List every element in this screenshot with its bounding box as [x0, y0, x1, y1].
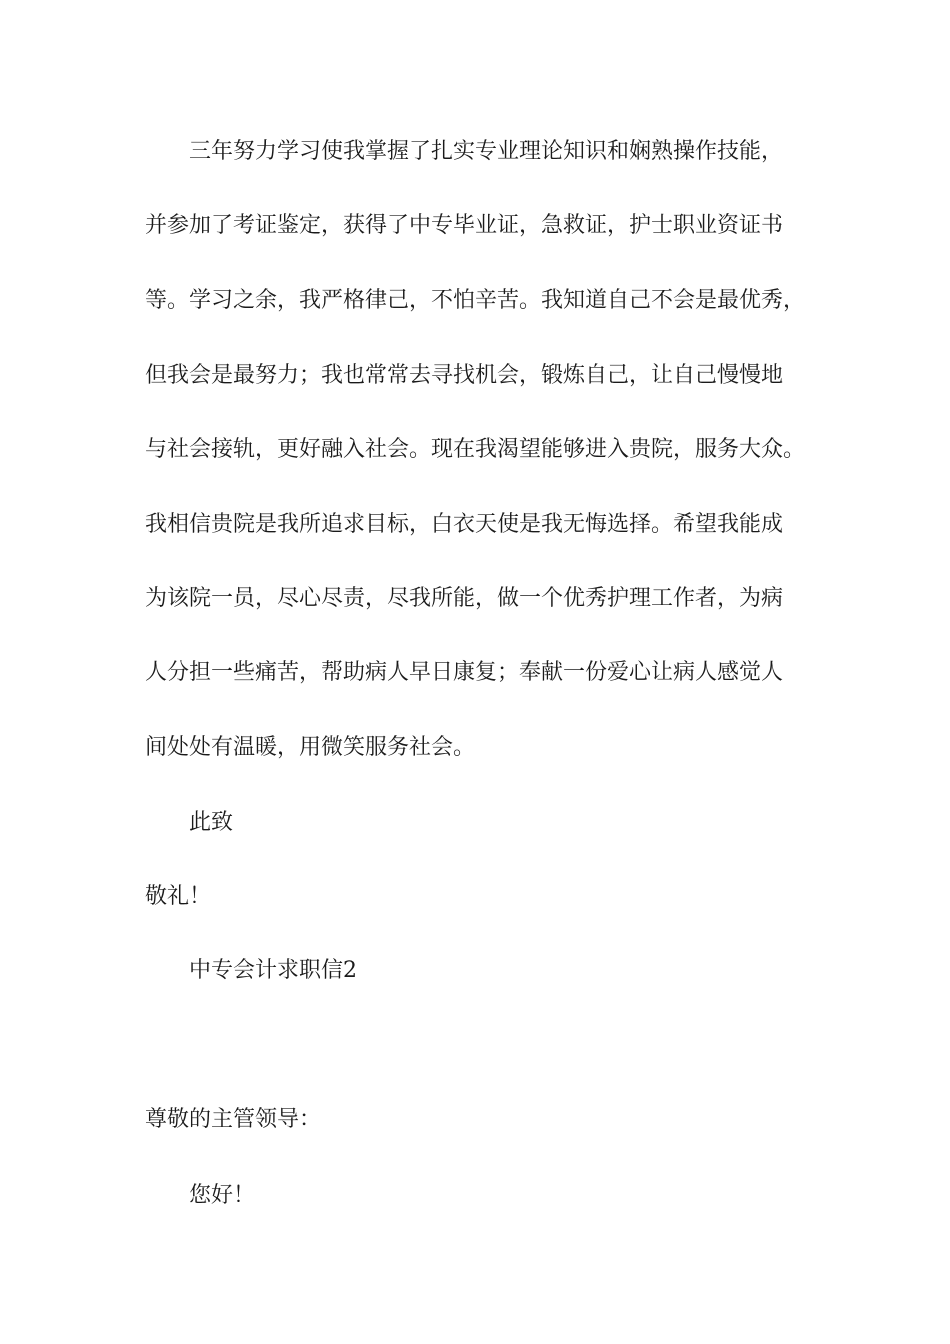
paragraph-line: 人分担一些痛苦，帮助病人早日康复；奉献一份爱心让病人感觉人 [145, 660, 784, 685]
greeting-recipient: 尊敬的主管领导： [145, 1107, 322, 1132]
paragraph-line: 等。学习之余，我严格律己，不怕辛苦。我知道自己不会是最优秀， [145, 288, 806, 313]
paragraph-line: 与社会接轨，更好融入社会。现在我渴望能够进入贵院，服务大众。 [145, 437, 806, 462]
greeting-text: 您好！ [189, 1183, 256, 1208]
closing-text: 此致 [189, 810, 234, 835]
paragraph-line: 我相信贵院是我所追求目标，白衣天使是我无悔选择。希望我能成 [145, 512, 784, 537]
paragraph-line: 并参加了考证鉴定，获得了中专毕业证，急救证，护士职业资证书 [145, 213, 784, 238]
paragraph-line: 为该院一员，尽心尽责，尽我所能，做一个优秀护理工作者，为病 [145, 586, 784, 611]
salute-text: 敬礼！ [145, 884, 212, 909]
paragraph-line: 但我会是最努力；我也常常去寻找机会，锻炼自己，让自己慢慢地 [145, 363, 784, 388]
section-title: 中专会计求职信2 [189, 958, 357, 983]
paragraph-line: 间处处有温暖，用微笑服务社会。 [145, 735, 476, 760]
paragraph-line: 三年努力学习使我掌握了扎实专业理论知识和娴熟操作技能， [189, 139, 784, 164]
